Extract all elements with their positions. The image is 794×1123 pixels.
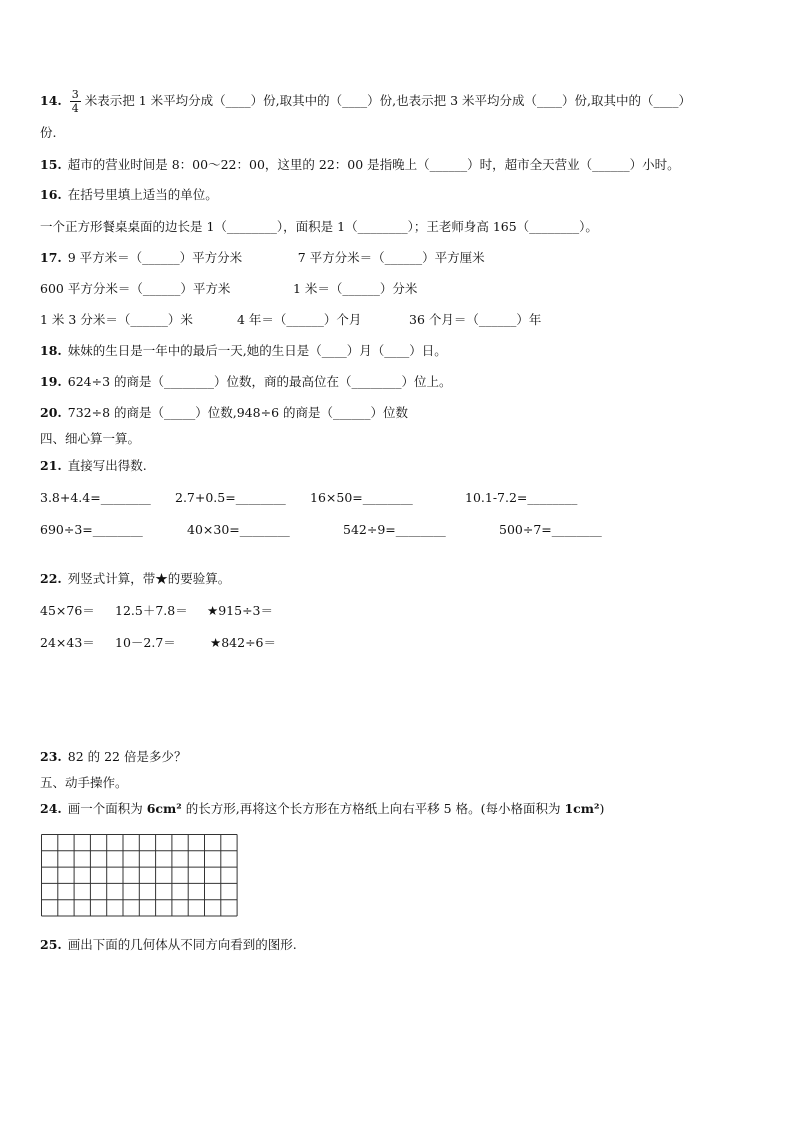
conversion-item: 9 平方米＝（______）平方分米 [67, 250, 243, 265]
conversion-item: 600 平方分米＝（______）平方米 [40, 281, 231, 296]
question-23 [40, 749, 186, 765]
question-text: 画一个面积为 [67, 801, 147, 816]
question-14 [40, 88, 691, 115]
question-17-row2 [40, 281, 417, 297]
question-number: 20. [40, 405, 62, 420]
conversion-item: 4 年＝（______）个月 [237, 312, 362, 327]
question-text: 在括号里填上适当的单位。 [67, 187, 218, 202]
area-unit-6cm2: 6cm² [146, 801, 182, 816]
conversion-item: 1 米 3 分米＝（______）米 [40, 312, 193, 327]
mental-math-item: 40×30=________ [187, 522, 290, 537]
fraction-three-quarters: $\frac{3}{4}$ [71, 88, 79, 115]
question-text: ) [599, 801, 605, 816]
question-text: 82 的 22 倍是多少？ [67, 749, 187, 764]
question-text: 直接写出得数. [67, 458, 147, 473]
section-5-title [40, 775, 128, 791]
question-18 [40, 343, 447, 359]
question-number: 14. [40, 93, 62, 108]
question-19 [40, 374, 452, 390]
mental-math-item: 10.1-7.2=________ [465, 490, 578, 505]
grid-paper[interactable] [41, 834, 241, 920]
question-text: 米表示把 1 米平均分成（____）份,取其中的（____）份,也表示把 3 米平均分成（____）份,取其中的（____） [84, 93, 691, 108]
section-title: 四、细心算一算。 [40, 431, 141, 446]
question-15 [40, 157, 680, 173]
question-text: 一个正方形餐桌桌面的边长是 1（________），面积是 1（________）；王老师身高 165（________）。 [40, 219, 598, 234]
question-text: 732÷8 的商是（_____）位数,948÷6 的商是（______）位数 [67, 405, 408, 420]
question-text: 超市的营业时间是 8：00～22：00，这里的 22：00 是指晚上（______）时，超市全天营业（______）小时。 [67, 157, 680, 172]
question-22-row2 [40, 635, 276, 651]
question-number: 18. [40, 343, 62, 358]
question-16 [40, 187, 218, 203]
mental-math-item: 542÷9=________ [343, 522, 446, 537]
question-number: 15. [40, 157, 62, 172]
question-text: 列竖式计算，带★的要验算。 [67, 571, 231, 586]
vertical-calc-item: 45×76＝ [40, 603, 95, 618]
question-17-row1 [40, 250, 485, 266]
question-number: 17. [40, 250, 62, 265]
question-number: 25. [40, 937, 62, 952]
question-text: 画出下面的几何体从不同方向看到的图形. [67, 937, 297, 952]
question-number: 19. [40, 374, 62, 389]
vertical-calc-item: 24×43＝ [40, 635, 95, 650]
question-25 [40, 937, 297, 953]
question-text: 份. [40, 125, 57, 140]
conversion-item: 1 米＝（______）分米 [293, 281, 418, 296]
question-22 [40, 571, 230, 587]
mental-math-item: 500÷7=________ [499, 522, 602, 537]
area-unit-1cm2: 1cm² [564, 801, 600, 816]
question-20 [40, 405, 408, 421]
mental-math-item: 16×50=________ [310, 490, 413, 505]
conversion-item: 36 个月＝（______）年 [409, 312, 542, 327]
question-number: 22. [40, 571, 62, 586]
section-title: 五、动手操作。 [40, 775, 128, 790]
section-4-title [40, 431, 140, 447]
conversion-item: 7 平方分米＝（______）平方厘米 [297, 250, 485, 265]
question-text: 妹妹的生日是一年中的最后一天,她的生日是（____）月（____）日。 [67, 343, 447, 358]
question-number: 24. [40, 801, 62, 816]
question-21 [40, 458, 147, 474]
question-text: 624÷3 的商是（________）位数，商的最高位在（________）位上。 [67, 374, 452, 389]
question-17-row3 [40, 312, 541, 328]
question-24 [40, 801, 604, 817]
question-number: 23. [40, 749, 62, 764]
question-16-line2 [40, 219, 598, 235]
question-number: 16. [40, 187, 62, 202]
vertical-calc-item: ★842÷6＝ [210, 635, 276, 650]
question-14-continued [40, 125, 56, 141]
mental-math-item: 2.7+0.5=________ [175, 490, 286, 505]
question-text: 的长方形,再将这个长方形在方格纸上向右平移 5 格。(每小格面积为 [181, 801, 565, 816]
question-21-row2 [40, 522, 602, 538]
mental-math-item: 3.8+4.4=________ [40, 490, 151, 505]
vertical-calc-item: ★915÷3＝ [207, 603, 273, 618]
question-21-row1 [40, 490, 577, 506]
question-22-row1 [40, 603, 273, 619]
vertical-calc-item: 12.5＋7.8＝ [115, 603, 188, 618]
question-number: 21. [40, 458, 62, 473]
mental-math-item: 690÷3=________ [40, 522, 143, 537]
vertical-calc-item: 10－2.7＝ [115, 635, 176, 650]
